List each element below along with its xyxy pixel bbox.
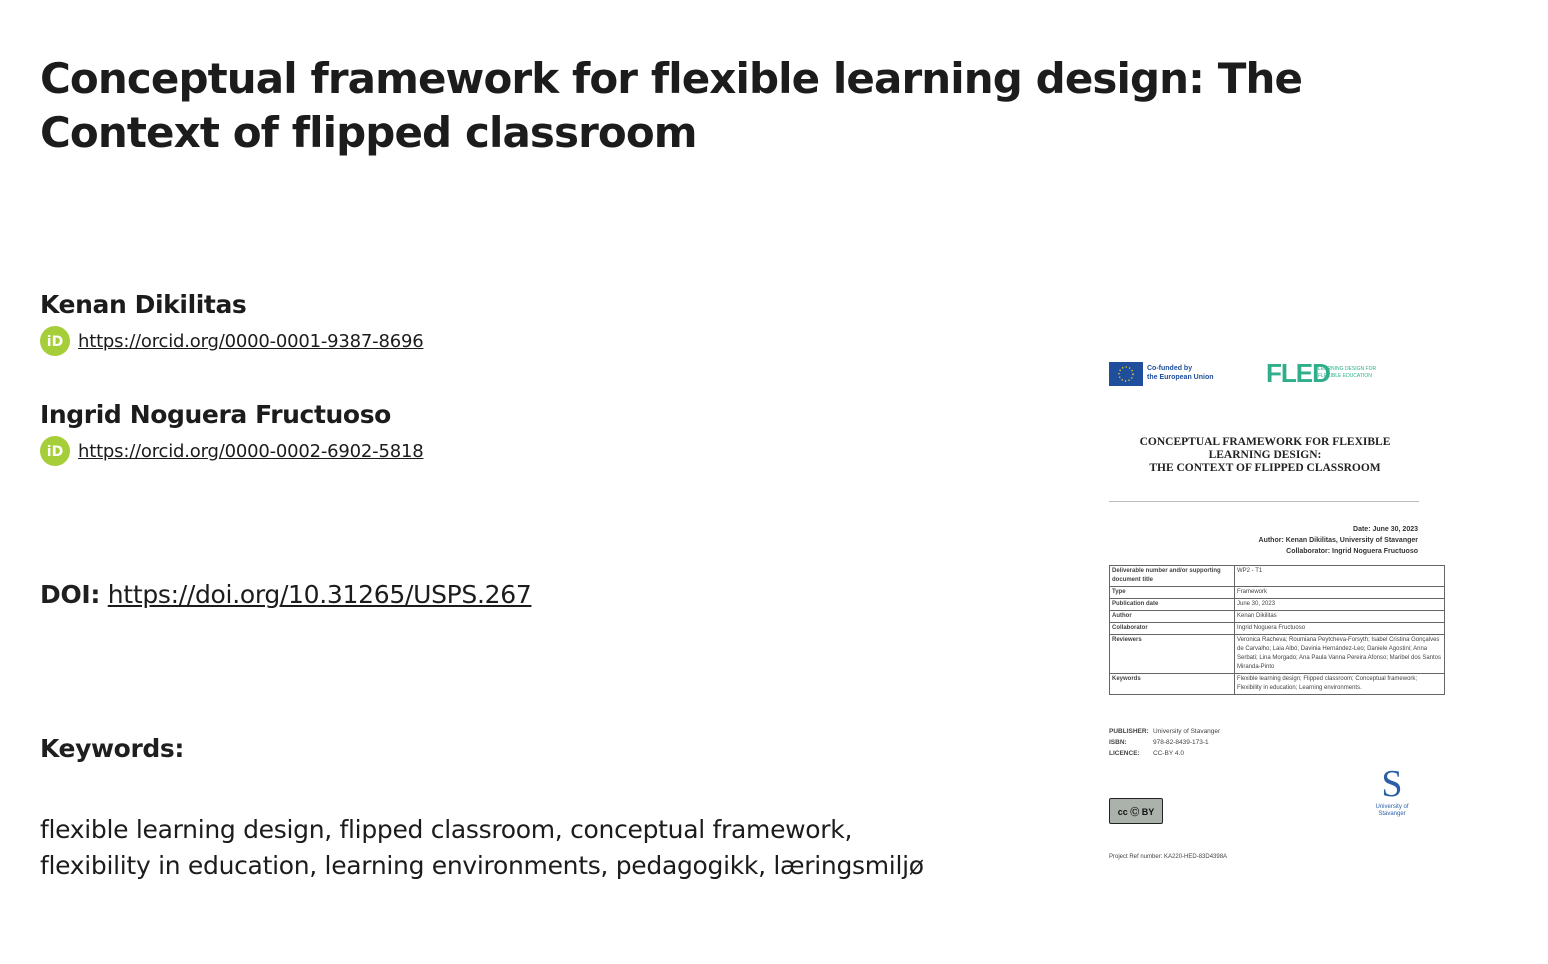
table-row	[1110, 674, 1445, 695]
table-key: Author	[1110, 611, 1235, 623]
orcid-link[interactable]: https://orcid.org/0000-0002-6902-5818	[78, 440, 424, 462]
doi-link[interactable]: https://doi.org/10.31265/USPS.267	[107, 580, 532, 609]
table-key: Collaborator	[1110, 623, 1235, 635]
cover-title	[1110, 436, 1420, 475]
table-row	[1110, 635, 1445, 674]
cover-publication-info	[1109, 726, 1220, 759]
orcid-row	[40, 326, 424, 356]
publisher-label: PUBLISHER:	[1109, 728, 1149, 735]
cover-meta	[1259, 524, 1418, 557]
fled-tagline: LEARNING DESIGN FOR FLEXIBLE EDUCATION	[1318, 366, 1377, 379]
cover-info-table	[1109, 565, 1445, 695]
table-row	[1110, 611, 1445, 623]
cover-author: Author: Kenan Dikilitas, University of Stavanger	[1258, 537, 1418, 544]
licence-label: LICENCE:	[1109, 750, 1140, 757]
orcid-row	[40, 436, 424, 466]
table-key: Reviewers	[1110, 635, 1235, 674]
uis-logo-letter: S	[1381, 763, 1403, 805]
eu-cofunded-text: Co-funded by the European Union	[1147, 365, 1214, 381]
table-value: WP2 - T1	[1235, 566, 1445, 587]
cover-title-line: CONCEPTUAL FRAMEWORK FOR FLEXIBLE	[1139, 436, 1391, 448]
table-key: Deliverable number and/or supporting document title	[1110, 566, 1235, 587]
orcid-icon	[40, 436, 70, 466]
author-block	[40, 290, 424, 356]
cover-title-line: THE CONTEXT OF FLIPPED CLASSROOM	[1149, 462, 1381, 474]
table-row	[1110, 587, 1445, 599]
project-ref: Project Ref number: KA220-HED-83D4398A	[1109, 854, 1228, 860]
table-value: Flexible learning design; Flipped classroom; Conceptual framework; Flexibility in education; Learning environments.	[1235, 674, 1445, 695]
doi-line	[40, 580, 531, 609]
author-block	[40, 400, 424, 466]
keywords-heading: Keywords:	[40, 734, 184, 763]
cover-title-line: LEARNING DESIGN:	[1208, 449, 1322, 461]
table-key: Type	[1110, 587, 1235, 599]
svg-text:iD: iD	[46, 444, 64, 459]
table-row	[1110, 599, 1445, 611]
table-key: Publication date	[1110, 599, 1235, 611]
svg-text:iD: iD	[46, 334, 64, 349]
isbn-value: 978-82-8439-173-1	[1153, 739, 1209, 746]
doi-label: DOI:	[40, 580, 101, 609]
isbn-label: ISBN:	[1109, 739, 1127, 746]
table-value: Framework	[1235, 587, 1445, 599]
orcid-link[interactable]: https://orcid.org/0000-0001-9387-8696	[78, 330, 424, 352]
cover-date: Date: June 30, 2023	[1353, 526, 1418, 533]
table-value: Ingrid Noguera Fructuoso	[1235, 623, 1445, 635]
licence-value: CC-BY 4.0	[1153, 750, 1184, 757]
document-title: Conceptual framework for flexible learning design: The Context of flipped classroom	[40, 54, 1303, 157]
uis-logo-text: University of Stavanger	[1375, 804, 1409, 817]
fled-logo: FLED	[1266, 358, 1330, 388]
table-value: June 30, 2023	[1235, 599, 1445, 611]
cover-divider	[1109, 501, 1419, 502]
publisher-value: University of Stavanger	[1153, 728, 1221, 735]
eu-flag-icon	[1109, 362, 1143, 386]
cover-collaborator: Collaborator: Ingrid Noguera Fructuoso	[1286, 548, 1418, 555]
cover-thumbnail[interactable]	[1100, 352, 1456, 877]
orcid-icon	[40, 326, 70, 356]
table-row	[1110, 566, 1445, 587]
table-key: Keywords	[1110, 674, 1235, 695]
table-row	[1110, 623, 1445, 635]
cc-by-icon: cc Ⓒ BY	[1109, 798, 1163, 824]
keywords-text: flexible learning design, flipped classroom, conceptual framework, flexibility in education, learning environments, pedagogikk, læringsmiljø	[40, 815, 924, 880]
table-value: Veronica Racheva; Roumiana Peytcheva-Forsyth; Isabel Cristina Gonçalves de Carvalho; Laia Albó; Davinia Hernández-Leo; Daniele Agostini; Anna Serbati; Lina Morgado; Ana Paula Vanna Pereira Afonso; Maribel dos Santos Miranda-Pinto	[1235, 635, 1445, 674]
author-name: Ingrid Noguera Fructuoso	[40, 400, 391, 429]
author-name: Kenan Dikilitas	[40, 290, 247, 319]
uis-logo	[1362, 764, 1422, 818]
table-value: Kenan Dikilitas	[1235, 611, 1445, 623]
